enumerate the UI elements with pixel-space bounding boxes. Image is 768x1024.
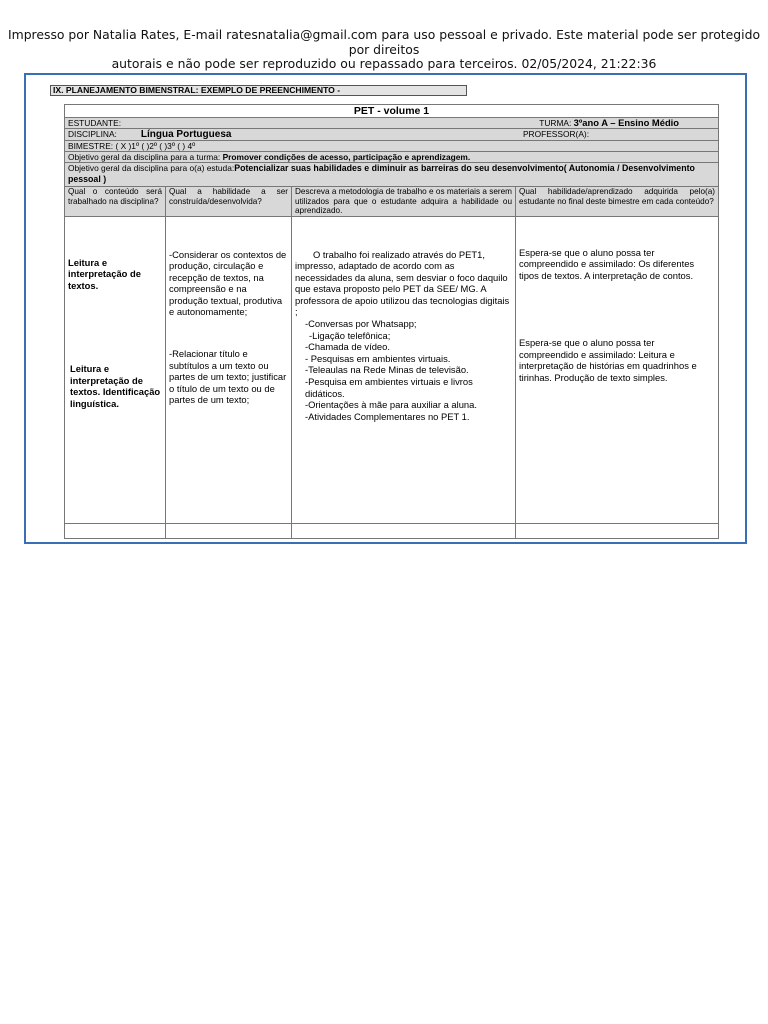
- conteudo-item-1: Leitura e interpretação de textos.: [68, 256, 141, 291]
- metodologia-item: -Teleaulas na Rede Minas de televisão.: [305, 364, 469, 376]
- turma-value: 3ºano A – Ensino Médio: [573, 117, 680, 128]
- column-header-metodologia: Descreva a metodologia de trabalho e os materiais a serem utilizados para que o estudante adquira a habilidade ou aprendizado.: [292, 187, 516, 217]
- objetivo-estudante-value: Potencializar suas habilidades e diminuir as barreiras do seu desenvolvimento( Autonomia / Desenvolvimento pessoal ): [68, 163, 695, 184]
- section-title: IX. PLANEJAMENTO BIMENSTRAL: EXEMPLO DE PREENCHIMENTO -: [50, 85, 467, 96]
- cell-aprendizado: [516, 216, 719, 523]
- objetivo-turma-value: Promover condições de acesso, participação e aprendizagem.: [222, 152, 471, 162]
- disciplina-value: Língua Portuguesa: [140, 129, 232, 140]
- column-header-conteudo: Qual o conteúdo será trabalhado na disciplina?: [65, 187, 166, 217]
- objetivo-estudante-label: Objetivo geral da disciplina para o(a) estuda:: [68, 163, 235, 173]
- print-notice-line2: autorais e não pode ser reproduzido ou repassado para terceiros. 02/05/2024, 21:22:36: [111, 56, 657, 71]
- print-notice-line1: Impresso por Natalia Rates, E-mail ratesnatalia@gmail.com para uso pessoal e privado. Este material pode ser protegido por direitos: [7, 27, 761, 57]
- metodologia-intro: O trabalho foi realizado através do PET1, impresso, adaptado de acordo com as necessidades da aluna, sem desviar o foco daquilo que estava proposto pelo PET da SEE/ MG. A professora de apoio utilizou das tecnologias digitais ;: [295, 248, 510, 318]
- aprendizado-item-1: Espera-se que o aluno possa ter compreendido e assimilado: Os diferentes tipos de textos. A interpretação de contos.: [519, 246, 695, 281]
- bimestre-row: BIMESTRE: ( X )1º ( )2º ( )3º ( ) 4º: [65, 141, 719, 152]
- student-turma-row: [65, 118, 719, 129]
- disciplina-label: DISCIPLINA:: [68, 129, 117, 139]
- cell-metodologia: [292, 216, 516, 523]
- turma-field: [539, 118, 679, 128]
- objetivo-turma-label: Objetivo geral da disciplina para a turma:: [68, 152, 223, 162]
- habilidade-item-2: -Relacionar título e subtítulos a um texto ou partes de um texto; justificar o título de um texto ou de partes de um texto;: [169, 348, 287, 406]
- objetivo-estudante-row: [65, 163, 719, 187]
- aprendizado-item-2: Espera-se que o aluno possa ter compreendido e assimilado: Leitura e interpretação de histórias em quadrinhos e tirinhas. Produção de texto simples.: [519, 337, 697, 384]
- empty-cell: [516, 523, 719, 538]
- metodologia-item: -Conversas por Whatsapp;: [305, 318, 417, 330]
- professor-label: PROFESSOR(A):: [522, 129, 590, 139]
- planning-table: [64, 104, 719, 539]
- habilidade-item-1: -Considerar os contextos de produção, circulação e recepção de textos, na compreensão e na produção textual, produtiva e autonomamente;: [169, 248, 287, 318]
- disciplina-field: [68, 129, 231, 140]
- cell-conteudo: [65, 216, 166, 523]
- estudante-label: ESTUDANTE:: [68, 118, 122, 128]
- conteudo-item-2: Leitura e interpretação de textos. Identificação linguística.: [70, 363, 161, 410]
- empty-cell: [292, 523, 516, 538]
- metodologia-item: -Atividades Complementares no PET 1.: [305, 410, 470, 422]
- objetivo-turma-row: [65, 152, 719, 163]
- column-header-aprendizado: Qual habilidade/aprendizado adquirida pelo(a) estudante no final deste bimestre em cada conteúdo?: [516, 187, 719, 217]
- form-title: PET - volume 1: [65, 105, 719, 118]
- metodologia-item: -Pesquisa em ambientes virtuais e livros didáticos.: [305, 376, 473, 399]
- metodologia-item: -Ligação telefônica;: [309, 329, 391, 341]
- column-header-habilidade: Qual a habilidade a ser construída/desenvolvida?: [166, 187, 292, 217]
- empty-cell: [166, 523, 292, 538]
- cell-habilidade: [166, 216, 292, 523]
- empty-cell: [65, 523, 166, 538]
- metodologia-item: -Chamada de vídeo.: [305, 341, 390, 353]
- turma-label: TURMA:: [539, 118, 574, 128]
- metodologia-item: - Pesquisas em ambientes virtuais.: [305, 352, 451, 364]
- metodologia-item: -Orientações à mãe para auxiliar a aluna.: [305, 399, 477, 411]
- disciplina-row: [65, 129, 719, 141]
- print-notice: [0, 28, 768, 72]
